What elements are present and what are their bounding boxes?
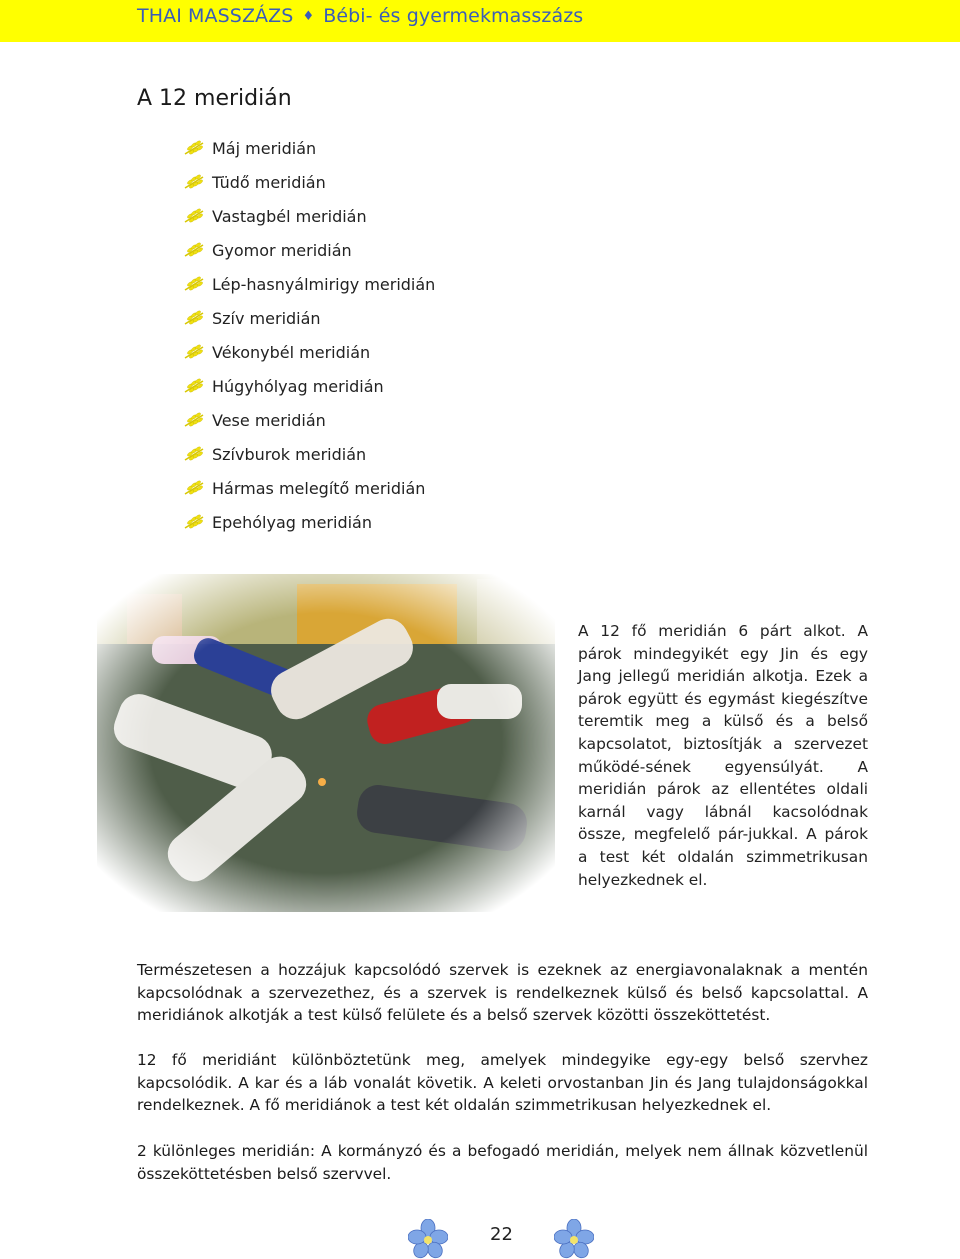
paragraph-1: Természetesen a hozzájuk kapcsolódó szervek is ezeknek az energiavonalaknak a mentén kapcsolódnak a szervezethez, és a szervek is rendelkeznek külső és belső kapcsolattal. A meridiánok alkotják a test külső felülete és a belső szervek közötti összeköttetést.: [137, 961, 868, 1025]
leaf-bullet-icon: [183, 479, 205, 497]
meridian-label: Epehólyag meridián: [212, 512, 372, 532]
page-header: [0, 0, 960, 42]
meridian-label: Vese meridián: [212, 410, 326, 430]
meridian-list-item: [183, 437, 435, 471]
meridian-list-item: [183, 403, 435, 437]
diamond-separator-icon: ♦: [302, 9, 315, 24]
meridian-list-item: [183, 301, 435, 335]
leaf-bullet-icon: [183, 411, 205, 429]
leaf-bullet-icon: [183, 207, 205, 225]
meridian-label: Lép-hasnyálmirigy meridián: [212, 274, 436, 294]
meridian-label: Tüdő meridián: [212, 172, 326, 192]
header-section: THAI MASSZÁZS: [137, 5, 294, 27]
meridian-list-item: [183, 471, 435, 505]
leaf-bullet-icon: [183, 173, 205, 191]
meridian-label: Gyomor meridián: [212, 240, 352, 260]
meridian-list-item: [183, 505, 435, 539]
paragraph-3: 2 különleges meridián: A kormányzó és a befogadó meridián, melyek nem állnak közvetlenül összeköttetésben belső szervvel.: [137, 1142, 868, 1183]
photo-caption: A 12 fő meridián 6 párt alkot. A párok mindegyikét egy Jin és egy Jang jellegű meridián alkotja. Ezek a párok együtt és egymást kiegészítve teremtik meg a külső és a belső kapcsolatot, biztosítják a szervezet működé-sének egyensúlyát. A meridián párok az ellentétes oldali karnál vagy lábnál kacsolódnak össze, megfelelő pár-jukkal. A párok a test két oldalán szimmetrikusan helyezkednek el.: [578, 622, 868, 889]
leaf-bullet-icon: [183, 309, 205, 327]
paragraph-2: 12 fő meridiánt különböztetünk meg, amelyek mindegyike egy-egy belső szervhez kapcsolódik. A kar és a láb vonalát követik. A keleti orvostanban Jin és Jang tulajdonságokkal rendelkeznek. A fő meridiánok a test két oldalán szimmetrikusan helyezkednek el.: [137, 1051, 868, 1115]
meridian-label: Húgyhólyag meridián: [212, 376, 384, 396]
leaf-bullet-icon: [183, 343, 205, 361]
leaf-bullet-icon: [183, 513, 205, 531]
meridian-list-item: [183, 233, 435, 267]
leaf-bullet-icon: [183, 275, 205, 293]
meridian-list-item: [183, 335, 435, 369]
blue-flower-icon: [554, 1219, 594, 1259]
meridian-list-item: [183, 131, 435, 165]
leaf-bullet-icon: [183, 445, 205, 463]
meridian-label: Vastagbél meridián: [212, 206, 367, 226]
meridian-list-item: [183, 369, 435, 403]
leaf-bullet-icon: [183, 377, 205, 395]
leaf-bullet-icon: [183, 139, 205, 157]
meridian-label: Vékonybél meridián: [212, 342, 371, 362]
meridian-list-item: [183, 165, 435, 199]
meridian-list-item: [183, 267, 435, 301]
header-text: [137, 5, 583, 27]
meridian-group-photo: [97, 574, 555, 912]
leaf-bullet-icon: [183, 241, 205, 259]
meridian-label: Szív meridián: [212, 308, 321, 328]
header-subsection: Bébi- és gyermekmasszázs: [323, 5, 584, 27]
meridian-list: [183, 131, 435, 539]
meridian-label: Hármas melegítő meridián: [212, 478, 426, 498]
meridian-label: Máj meridián: [212, 138, 317, 158]
meridian-label: Szívburok meridián: [212, 444, 367, 464]
blue-flower-icon: [408, 1219, 448, 1259]
meridian-list-item: [183, 199, 435, 233]
page-title: A 12 meridián: [137, 86, 292, 111]
page-number: 22: [490, 1224, 513, 1245]
